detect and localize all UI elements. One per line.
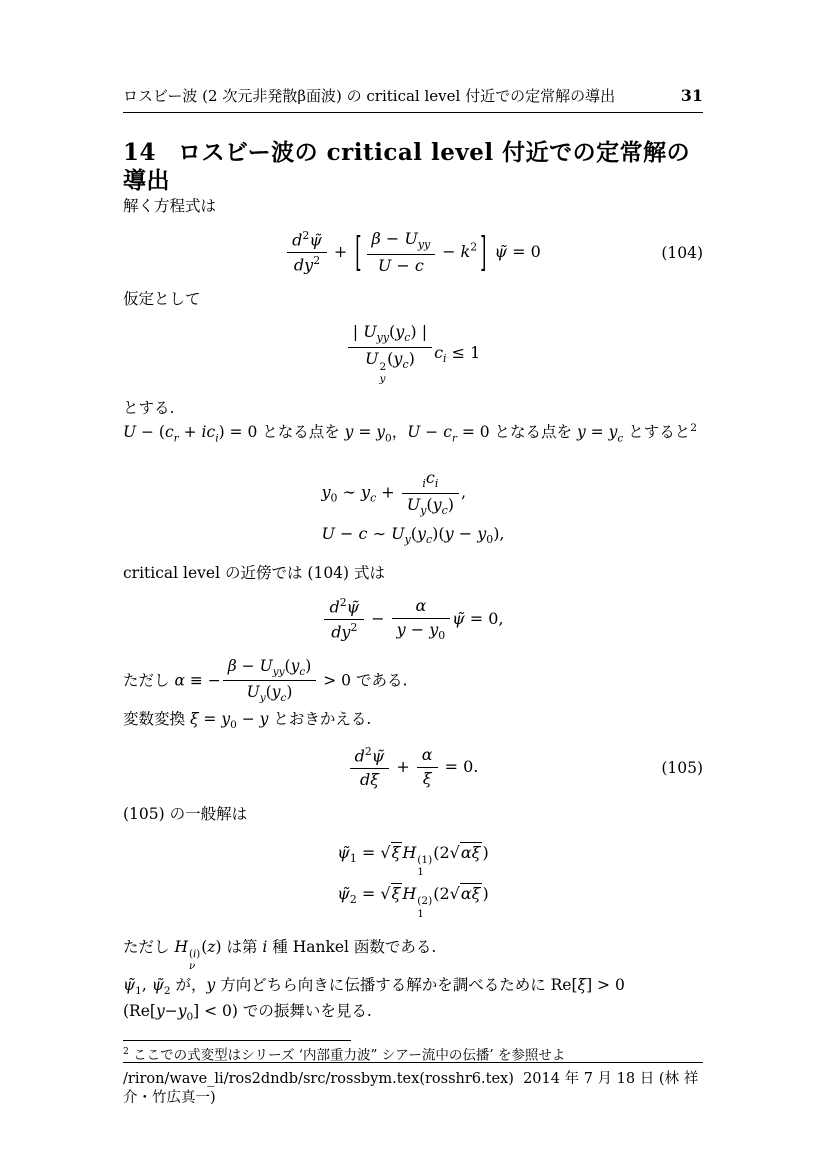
section-heading [123,139,703,194]
paragraph-behavior: $\psĩ_1$, $\psĩ_2$ が，y 方向どちら向きに伝播する解かを調べるために Re[ξ] > 0 $(Re[y-y_0] < 0)$ での振舞いを見る. [123,975,625,1024]
running-title: ロスビー波 (2 次元非発散β面波) の critical level 付近での定常解の導出 [123,87,616,105]
section-number: 14 [123,139,157,166]
equation-104-math: $\frac{d^2\psĩ}{dy^2}$ + [ $\frac{\beta - U_{yy}}{U - c}$ − $k^2$ ] ψ̃ = 0 [285,242,541,261]
paragraph-tosuru: とする. [123,398,175,417]
equation-105 [123,744,703,792]
equation-group-general-solution [123,838,703,925]
footer-source-line: /riron/wave_li/ros2dndb/src/rossbym.tex(rosshr6.tex) 2014 年 7 月 18 日 (林 祥介・竹広真一) [123,1071,699,1106]
equation-psi2: $\psĩ_2 = √\xi$ H (2) 1 (2√αξ ) [337,883,489,920]
equation-assumption [123,321,703,385]
equation-solution-lines [337,838,488,925]
equation-104 [123,228,703,277]
equation-105-number: (105) [661,758,703,777]
footnote-divider [123,1040,351,1041]
equation-near-critical [123,595,703,644]
page-footer [123,1062,703,1108]
equation-105-math: $\frac{d^2\psĩ}{d\xi}$ + $\frac{\alpha}{\xi}$ = 0. [348,757,479,776]
paragraph-general-solution-intro: (105) の一般解は [123,804,248,823]
equation-group-approximations [123,462,703,551]
page-header [123,86,703,113]
equation-y0-approx: $y_0$ ∼ $y_c$ + $\frac{_ic_i}{U_y(y_c)}$ , [321,467,504,519]
paragraph-points-definition: $U - (c_r + ic_i) = 0$ となる点を $y = y_0$，$U - c_r = 0$ となる点を $y = y_c$ とすると$^2$ [123,421,697,445]
equation-approximation-lines [321,462,504,551]
paragraph-alpha-definition: ただし α ≡ − $\frac{\beta - U_{yy}(y_c)}{U_y(y_c)}$ > 0 である. [123,655,703,708]
section-title-text: ロスビー波の critical level 付近での定常解の導出 [123,139,691,194]
paragraph-intro: 解く方程式は [123,197,217,216]
page-number: 31 [680,86,703,105]
equation-psi1: $\psĩ_1 = √\xi$ H (1) 1 (2√αξ ) [337,842,489,879]
equation-assumption-math: | $U_{yy}(y_c)$ | U 2 y $(y_c)$ $c_i \le 1$ [346,343,481,362]
footnote-text: $^2$ ここでの式変型はシリーズ ‘内部重力波” シアー流中の伝播’ を参照せよ [123,1045,566,1064]
paragraph-variable-transform: 変数変換 $\xi = y_0 - y$ とおきかえる. [123,710,372,732]
equation-near-critical-math: $\frac{d^2\psĩ}{dy^2}$ − $\frac{\alpha}{y - y_0}$ ψ̃ = 0, [322,609,503,628]
paragraph-assumption-intro: 仮定として [123,290,201,309]
paragraph-hankel-note: ただし H (i) ν (z) は第 i 種 Hankel 函数である. [123,937,437,973]
equation-uc-approx: U − c ∼ $U_y(y_c)(y - y_0)$, [321,524,505,547]
paragraph-near-critical: critical level の近傍では (104) 式は [123,564,386,583]
equation-104-number: (104) [661,243,703,262]
